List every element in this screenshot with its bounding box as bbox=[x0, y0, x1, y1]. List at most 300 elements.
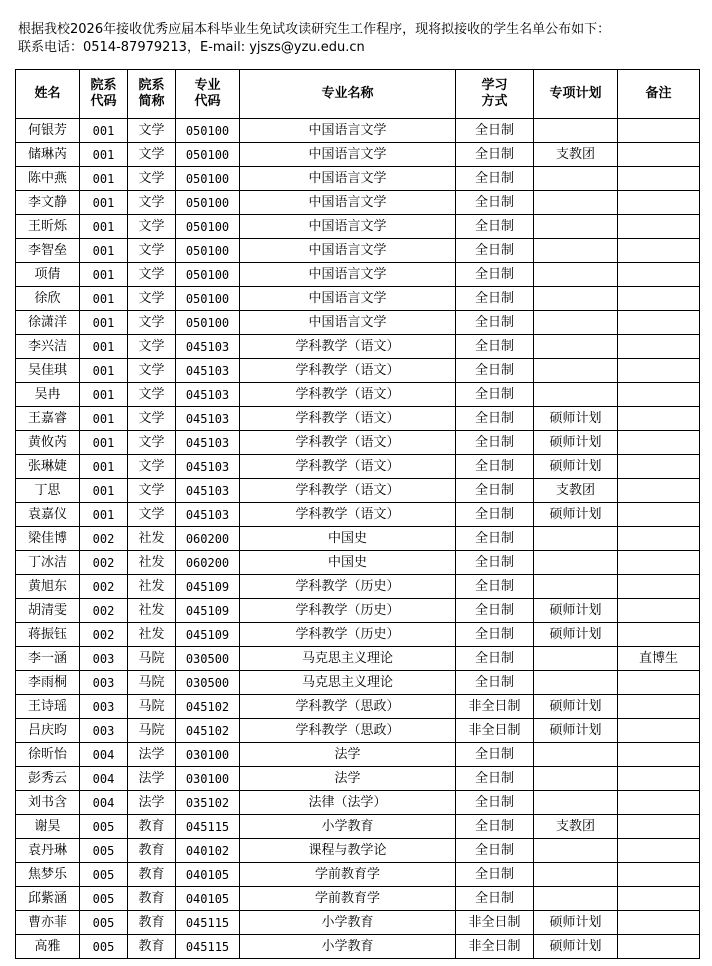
table-row bbox=[16, 839, 700, 863]
table-row bbox=[16, 191, 700, 215]
cell-study-mode: 非全日制 bbox=[456, 695, 534, 719]
cell-special-plan bbox=[534, 863, 618, 887]
cell-special-plan bbox=[534, 647, 618, 671]
cell-remarks bbox=[618, 455, 700, 479]
cell-name: 丁冰洁 bbox=[16, 551, 80, 575]
cell-dept-code: 002 bbox=[80, 575, 128, 599]
cell-remarks bbox=[618, 527, 700, 551]
cell-dept-abbr: 教育 bbox=[128, 839, 176, 863]
table-row bbox=[16, 239, 700, 263]
table-row bbox=[16, 431, 700, 455]
cell-major-name: 学前教育学 bbox=[240, 863, 456, 887]
cell-study-mode: 全日制 bbox=[456, 839, 534, 863]
cell-remarks bbox=[618, 167, 700, 191]
cell-dept-code: 002 bbox=[80, 599, 128, 623]
cell-study-mode: 全日制 bbox=[456, 767, 534, 791]
cell-major-name: 法学 bbox=[240, 767, 456, 791]
cell-major-name: 中国语言文学 bbox=[240, 287, 456, 311]
cell-study-mode: 全日制 bbox=[456, 503, 534, 527]
cell-name: 袁嘉仪 bbox=[16, 503, 80, 527]
cell-dept-abbr: 教育 bbox=[128, 815, 176, 839]
cell-name: 吴冉 bbox=[16, 383, 80, 407]
cell-dept-abbr: 文学 bbox=[128, 287, 176, 311]
cell-major-name: 课程与教学论 bbox=[240, 839, 456, 863]
table-row bbox=[16, 143, 700, 167]
cell-remarks bbox=[618, 143, 700, 167]
cell-dept-code: 001 bbox=[80, 143, 128, 167]
cell-dept-code: 001 bbox=[80, 311, 128, 335]
cell-study-mode: 全日制 bbox=[456, 287, 534, 311]
cell-dept-abbr: 文学 bbox=[128, 191, 176, 215]
cell-special-plan: 支教团 bbox=[534, 479, 618, 503]
cell-major-code: 045102 bbox=[176, 695, 240, 719]
cell-remarks bbox=[618, 575, 700, 599]
cell-name: 彭秀云 bbox=[16, 767, 80, 791]
cell-major-name: 中国史 bbox=[240, 551, 456, 575]
cell-remarks bbox=[618, 215, 700, 239]
cell-major-name: 小学教育 bbox=[240, 911, 456, 935]
table-row bbox=[16, 935, 700, 959]
cell-name: 李雨桐 bbox=[16, 671, 80, 695]
cell-major-name: 中国语言文学 bbox=[240, 311, 456, 335]
cell-dept-abbr: 教育 bbox=[128, 863, 176, 887]
table-row bbox=[16, 911, 700, 935]
cell-special-plan bbox=[534, 359, 618, 383]
cell-major-name: 中国语言文学 bbox=[240, 143, 456, 167]
cell-remarks bbox=[618, 815, 700, 839]
cell-special-plan bbox=[534, 767, 618, 791]
cell-remarks bbox=[618, 719, 700, 743]
cell-special-plan: 硕师计划 bbox=[534, 455, 618, 479]
cell-major-name: 小学教育 bbox=[240, 935, 456, 959]
cell-major-code: 045103 bbox=[176, 335, 240, 359]
table-row bbox=[16, 623, 700, 647]
cell-study-mode: 全日制 bbox=[456, 623, 534, 647]
cell-dept-abbr: 文学 bbox=[128, 143, 176, 167]
cell-study-mode: 全日制 bbox=[456, 455, 534, 479]
cell-dept-abbr: 文学 bbox=[128, 479, 176, 503]
cell-special-plan: 硕师计划 bbox=[534, 695, 618, 719]
cell-name: 高雅 bbox=[16, 935, 80, 959]
cell-name: 谢昊 bbox=[16, 815, 80, 839]
cell-dept-abbr: 教育 bbox=[128, 911, 176, 935]
cell-study-mode: 全日制 bbox=[456, 143, 534, 167]
cell-dept-code: 005 bbox=[80, 815, 128, 839]
cell-name: 王嘉睿 bbox=[16, 407, 80, 431]
cell-major-name: 学科教学（语文） bbox=[240, 407, 456, 431]
cell-major-name: 学科教学（语文） bbox=[240, 455, 456, 479]
cell-major-code: 050100 bbox=[176, 239, 240, 263]
cell-special-plan bbox=[534, 287, 618, 311]
cell-major-name: 马克思主义理论 bbox=[240, 647, 456, 671]
cell-study-mode: 非全日制 bbox=[456, 719, 534, 743]
cell-major-name: 中国语言文学 bbox=[240, 167, 456, 191]
cell-dept-code: 005 bbox=[80, 863, 128, 887]
cell-dept-code: 005 bbox=[80, 911, 128, 935]
cell-dept-code: 003 bbox=[80, 719, 128, 743]
cell-major-code: 045103 bbox=[176, 431, 240, 455]
cell-major-name: 学科教学（思政） bbox=[240, 695, 456, 719]
cell-remarks bbox=[618, 191, 700, 215]
cell-major-code: 050100 bbox=[176, 263, 240, 287]
cell-dept-abbr: 教育 bbox=[128, 935, 176, 959]
cell-dept-abbr: 文学 bbox=[128, 503, 176, 527]
cell-major-code: 050100 bbox=[176, 167, 240, 191]
cell-special-plan: 硕师计划 bbox=[534, 431, 618, 455]
cell-special-plan bbox=[534, 743, 618, 767]
cell-major-name: 学科教学（语文） bbox=[240, 503, 456, 527]
cell-major-name: 学科教学（语文） bbox=[240, 335, 456, 359]
cell-dept-abbr: 社发 bbox=[128, 623, 176, 647]
cell-major-code: 050100 bbox=[176, 191, 240, 215]
cell-study-mode: 非全日制 bbox=[456, 911, 534, 935]
cell-dept-code: 003 bbox=[80, 695, 128, 719]
cell-special-plan: 支教团 bbox=[534, 143, 618, 167]
cell-special-plan bbox=[534, 167, 618, 191]
cell-study-mode: 全日制 bbox=[456, 119, 534, 143]
cell-special-plan bbox=[534, 191, 618, 215]
cell-major-name: 学科教学（思政） bbox=[240, 719, 456, 743]
cell-name: 徐潇洋 bbox=[16, 311, 80, 335]
cell-special-plan: 硕师计划 bbox=[534, 623, 618, 647]
cell-major-code: 030500 bbox=[176, 671, 240, 695]
cell-remarks bbox=[618, 431, 700, 455]
cell-remarks bbox=[618, 671, 700, 695]
table-row bbox=[16, 383, 700, 407]
cell-special-plan bbox=[534, 119, 618, 143]
table-row bbox=[16, 599, 700, 623]
cell-special-plan bbox=[534, 671, 618, 695]
cell-major-code: 045115 bbox=[176, 815, 240, 839]
cell-major-name: 法律（法学） bbox=[240, 791, 456, 815]
cell-remarks: 直博生 bbox=[618, 647, 700, 671]
cell-dept-abbr: 马院 bbox=[128, 647, 176, 671]
cell-name: 邱紫涵 bbox=[16, 887, 80, 911]
cell-major-code: 045103 bbox=[176, 479, 240, 503]
cell-special-plan bbox=[534, 887, 618, 911]
cell-study-mode: 全日制 bbox=[456, 647, 534, 671]
cell-dept-code: 001 bbox=[80, 287, 128, 311]
cell-study-mode: 全日制 bbox=[456, 215, 534, 239]
cell-study-mode: 全日制 bbox=[456, 407, 534, 431]
header-dept-code: 院系 代码 bbox=[80, 70, 128, 119]
cell-remarks bbox=[618, 263, 700, 287]
cell-dept-abbr: 马院 bbox=[128, 695, 176, 719]
cell-remarks bbox=[618, 359, 700, 383]
cell-dept-code: 004 bbox=[80, 791, 128, 815]
cell-dept-abbr: 文学 bbox=[128, 407, 176, 431]
cell-dept-code: 002 bbox=[80, 623, 128, 647]
cell-dept-abbr: 文学 bbox=[128, 335, 176, 359]
cell-study-mode: 全日制 bbox=[456, 551, 534, 575]
cell-study-mode: 全日制 bbox=[456, 815, 534, 839]
cell-major-name: 法学 bbox=[240, 743, 456, 767]
header-special-plan: 专项计划 bbox=[534, 70, 618, 119]
cell-study-mode: 全日制 bbox=[456, 887, 534, 911]
cell-major-code: 045115 bbox=[176, 935, 240, 959]
cell-dept-abbr: 文学 bbox=[128, 311, 176, 335]
table-row bbox=[16, 695, 700, 719]
table-row bbox=[16, 575, 700, 599]
cell-dept-code: 001 bbox=[80, 119, 128, 143]
cell-major-code: 030100 bbox=[176, 743, 240, 767]
cell-dept-abbr: 社发 bbox=[128, 575, 176, 599]
cell-remarks bbox=[618, 695, 700, 719]
cell-special-plan bbox=[534, 311, 618, 335]
cell-dept-code: 001 bbox=[80, 479, 128, 503]
cell-study-mode: 全日制 bbox=[456, 791, 534, 815]
cell-major-code: 045103 bbox=[176, 407, 240, 431]
header-dept-abbr: 院系 简称 bbox=[128, 70, 176, 119]
cell-name: 徐昕怡 bbox=[16, 743, 80, 767]
header-study-mode: 学习 方式 bbox=[456, 70, 534, 119]
cell-remarks bbox=[618, 911, 700, 935]
cell-major-code: 030500 bbox=[176, 647, 240, 671]
cell-dept-abbr: 文学 bbox=[128, 383, 176, 407]
cell-dept-abbr: 社发 bbox=[128, 599, 176, 623]
cell-major-name: 中国语言文学 bbox=[240, 191, 456, 215]
cell-special-plan: 硕师计划 bbox=[534, 719, 618, 743]
cell-dept-code: 002 bbox=[80, 527, 128, 551]
cell-study-mode: 非全日制 bbox=[456, 935, 534, 959]
cell-remarks bbox=[618, 623, 700, 647]
cell-name: 刘书含 bbox=[16, 791, 80, 815]
cell-dept-code: 004 bbox=[80, 767, 128, 791]
cell-remarks bbox=[618, 119, 700, 143]
cell-remarks bbox=[618, 935, 700, 959]
cell-remarks bbox=[618, 863, 700, 887]
cell-dept-abbr: 法学 bbox=[128, 791, 176, 815]
intro-line-1: 根据我校2026年接收优秀应届本科毕业生免试攻读研究生工作程序，现将拟接收的学生名单公布如下： bbox=[18, 22, 611, 37]
table-row bbox=[16, 263, 700, 287]
cell-major-code: 045102 bbox=[176, 719, 240, 743]
cell-special-plan: 硕师计划 bbox=[534, 599, 618, 623]
cell-major-code: 030100 bbox=[176, 767, 240, 791]
cell-dept-code: 005 bbox=[80, 935, 128, 959]
cell-dept-code: 001 bbox=[80, 455, 128, 479]
cell-dept-abbr: 教育 bbox=[128, 887, 176, 911]
cell-dept-abbr: 文学 bbox=[128, 263, 176, 287]
table-row bbox=[16, 503, 700, 527]
table-row bbox=[16, 407, 700, 431]
cell-dept-code: 001 bbox=[80, 191, 128, 215]
cell-remarks bbox=[618, 791, 700, 815]
cell-dept-code: 003 bbox=[80, 647, 128, 671]
header-name: 姓名 bbox=[16, 70, 80, 119]
cell-dept-abbr: 文学 bbox=[128, 215, 176, 239]
cell-major-name: 学科教学（历史） bbox=[240, 599, 456, 623]
cell-study-mode: 全日制 bbox=[456, 671, 534, 695]
table-row bbox=[16, 335, 700, 359]
cell-major-code: 040105 bbox=[176, 887, 240, 911]
cell-special-plan bbox=[534, 551, 618, 575]
intro-text bbox=[18, 21, 610, 57]
cell-study-mode: 全日制 bbox=[456, 431, 534, 455]
cell-dept-abbr: 马院 bbox=[128, 719, 176, 743]
cell-special-plan bbox=[534, 263, 618, 287]
header-major-code: 专业 代码 bbox=[176, 70, 240, 119]
cell-major-code: 045115 bbox=[176, 911, 240, 935]
cell-study-mode: 全日制 bbox=[456, 191, 534, 215]
table-row bbox=[16, 719, 700, 743]
table-row bbox=[16, 527, 700, 551]
cell-study-mode: 全日制 bbox=[456, 479, 534, 503]
cell-name: 徐欣 bbox=[16, 287, 80, 311]
cell-dept-code: 001 bbox=[80, 167, 128, 191]
table-row bbox=[16, 743, 700, 767]
cell-dept-code: 001 bbox=[80, 335, 128, 359]
table-row bbox=[16, 671, 700, 695]
cell-dept-code: 001 bbox=[80, 263, 128, 287]
cell-major-code: 040102 bbox=[176, 839, 240, 863]
cell-study-mode: 全日制 bbox=[456, 599, 534, 623]
cell-name: 项倩 bbox=[16, 263, 80, 287]
cell-remarks bbox=[618, 287, 700, 311]
cell-special-plan bbox=[534, 239, 618, 263]
cell-dept-abbr: 文学 bbox=[128, 119, 176, 143]
table-row bbox=[16, 215, 700, 239]
cell-name: 李一涵 bbox=[16, 647, 80, 671]
cell-remarks bbox=[618, 503, 700, 527]
cell-dept-abbr: 文学 bbox=[128, 239, 176, 263]
cell-major-name: 学科教学（语文） bbox=[240, 359, 456, 383]
cell-major-name: 学科教学（语文） bbox=[240, 431, 456, 455]
cell-name: 蒋振钰 bbox=[16, 623, 80, 647]
cell-dept-abbr: 社发 bbox=[128, 527, 176, 551]
table-row bbox=[16, 887, 700, 911]
cell-special-plan: 硕师计划 bbox=[534, 407, 618, 431]
table-row bbox=[16, 551, 700, 575]
cell-remarks bbox=[618, 383, 700, 407]
cell-study-mode: 全日制 bbox=[456, 263, 534, 287]
cell-name: 胡清雯 bbox=[16, 599, 80, 623]
cell-special-plan bbox=[534, 839, 618, 863]
table-row bbox=[16, 119, 700, 143]
cell-remarks bbox=[618, 743, 700, 767]
cell-dept-code: 004 bbox=[80, 743, 128, 767]
cell-dept-abbr: 文学 bbox=[128, 167, 176, 191]
cell-study-mode: 全日制 bbox=[456, 383, 534, 407]
cell-major-code: 045109 bbox=[176, 623, 240, 647]
cell-major-code: 045109 bbox=[176, 575, 240, 599]
cell-special-plan bbox=[534, 335, 618, 359]
cell-dept-code: 001 bbox=[80, 407, 128, 431]
cell-remarks bbox=[618, 839, 700, 863]
cell-dept-abbr: 文学 bbox=[128, 359, 176, 383]
cell-major-name: 马克思主义理论 bbox=[240, 671, 456, 695]
cell-name: 袁丹琳 bbox=[16, 839, 80, 863]
cell-major-name: 中国语言文学 bbox=[240, 263, 456, 287]
cell-name: 黄攸芮 bbox=[16, 431, 80, 455]
cell-study-mode: 全日制 bbox=[456, 359, 534, 383]
cell-dept-abbr: 法学 bbox=[128, 743, 176, 767]
cell-name: 丁思 bbox=[16, 479, 80, 503]
cell-major-name: 中国语言文学 bbox=[240, 215, 456, 239]
cell-name: 焦梦乐 bbox=[16, 863, 80, 887]
cell-major-code: 045103 bbox=[176, 383, 240, 407]
admission-list-table bbox=[15, 69, 700, 959]
table-row bbox=[16, 767, 700, 791]
intro-line-2: 联系电话：0514-87979213，E-mail: yjszs@yzu.edu.cn bbox=[18, 40, 365, 55]
cell-special-plan bbox=[534, 791, 618, 815]
cell-major-name: 小学教育 bbox=[240, 815, 456, 839]
cell-name: 王诗瑶 bbox=[16, 695, 80, 719]
cell-study-mode: 全日制 bbox=[456, 239, 534, 263]
cell-major-name: 学前教育学 bbox=[240, 887, 456, 911]
cell-special-plan bbox=[534, 383, 618, 407]
cell-major-code: 045103 bbox=[176, 455, 240, 479]
cell-name: 王昕烁 bbox=[16, 215, 80, 239]
cell-major-code: 045103 bbox=[176, 359, 240, 383]
cell-study-mode: 全日制 bbox=[456, 311, 534, 335]
cell-dept-abbr: 法学 bbox=[128, 767, 176, 791]
cell-major-name: 学科教学（历史） bbox=[240, 575, 456, 599]
cell-major-code: 050100 bbox=[176, 287, 240, 311]
cell-remarks bbox=[618, 311, 700, 335]
table-row bbox=[16, 815, 700, 839]
cell-major-name: 中国语言文学 bbox=[240, 119, 456, 143]
cell-special-plan bbox=[534, 527, 618, 551]
table-row bbox=[16, 791, 700, 815]
table-row bbox=[16, 647, 700, 671]
cell-major-code: 040105 bbox=[176, 863, 240, 887]
cell-major-code: 035102 bbox=[176, 791, 240, 815]
cell-remarks bbox=[618, 551, 700, 575]
cell-study-mode: 全日制 bbox=[456, 743, 534, 767]
cell-dept-code: 001 bbox=[80, 239, 128, 263]
table-row bbox=[16, 167, 700, 191]
cell-major-code: 050100 bbox=[176, 311, 240, 335]
header-remarks: 备注 bbox=[618, 70, 700, 119]
cell-dept-abbr: 马院 bbox=[128, 671, 176, 695]
cell-dept-code: 001 bbox=[80, 359, 128, 383]
cell-name: 吴佳琪 bbox=[16, 359, 80, 383]
cell-study-mode: 全日制 bbox=[456, 167, 534, 191]
table-row bbox=[16, 479, 700, 503]
cell-major-code: 050100 bbox=[176, 143, 240, 167]
cell-dept-code: 005 bbox=[80, 887, 128, 911]
cell-major-code: 045109 bbox=[176, 599, 240, 623]
header-row bbox=[16, 70, 700, 119]
cell-remarks bbox=[618, 599, 700, 623]
header-major-name: 专业名称 bbox=[240, 70, 456, 119]
cell-name: 陈中燕 bbox=[16, 167, 80, 191]
cell-dept-code: 001 bbox=[80, 431, 128, 455]
cell-name: 曹亦菲 bbox=[16, 911, 80, 935]
cell-remarks bbox=[618, 479, 700, 503]
cell-remarks bbox=[618, 407, 700, 431]
cell-study-mode: 全日制 bbox=[456, 335, 534, 359]
cell-special-plan bbox=[534, 575, 618, 599]
cell-dept-abbr: 文学 bbox=[128, 455, 176, 479]
cell-major-name: 学科教学（语文） bbox=[240, 383, 456, 407]
cell-dept-code: 001 bbox=[80, 215, 128, 239]
table-row bbox=[16, 311, 700, 335]
cell-name: 吕庆昀 bbox=[16, 719, 80, 743]
cell-major-code: 050100 bbox=[176, 215, 240, 239]
cell-name: 储琳芮 bbox=[16, 143, 80, 167]
table-row bbox=[16, 287, 700, 311]
cell-dept-code: 001 bbox=[80, 503, 128, 527]
cell-name: 张琳婕 bbox=[16, 455, 80, 479]
cell-dept-code: 003 bbox=[80, 671, 128, 695]
cell-dept-code: 001 bbox=[80, 383, 128, 407]
cell-major-name: 中国史 bbox=[240, 527, 456, 551]
table-row bbox=[16, 455, 700, 479]
cell-name: 李兴洁 bbox=[16, 335, 80, 359]
cell-name: 李智垒 bbox=[16, 239, 80, 263]
cell-major-code: 045103 bbox=[176, 503, 240, 527]
